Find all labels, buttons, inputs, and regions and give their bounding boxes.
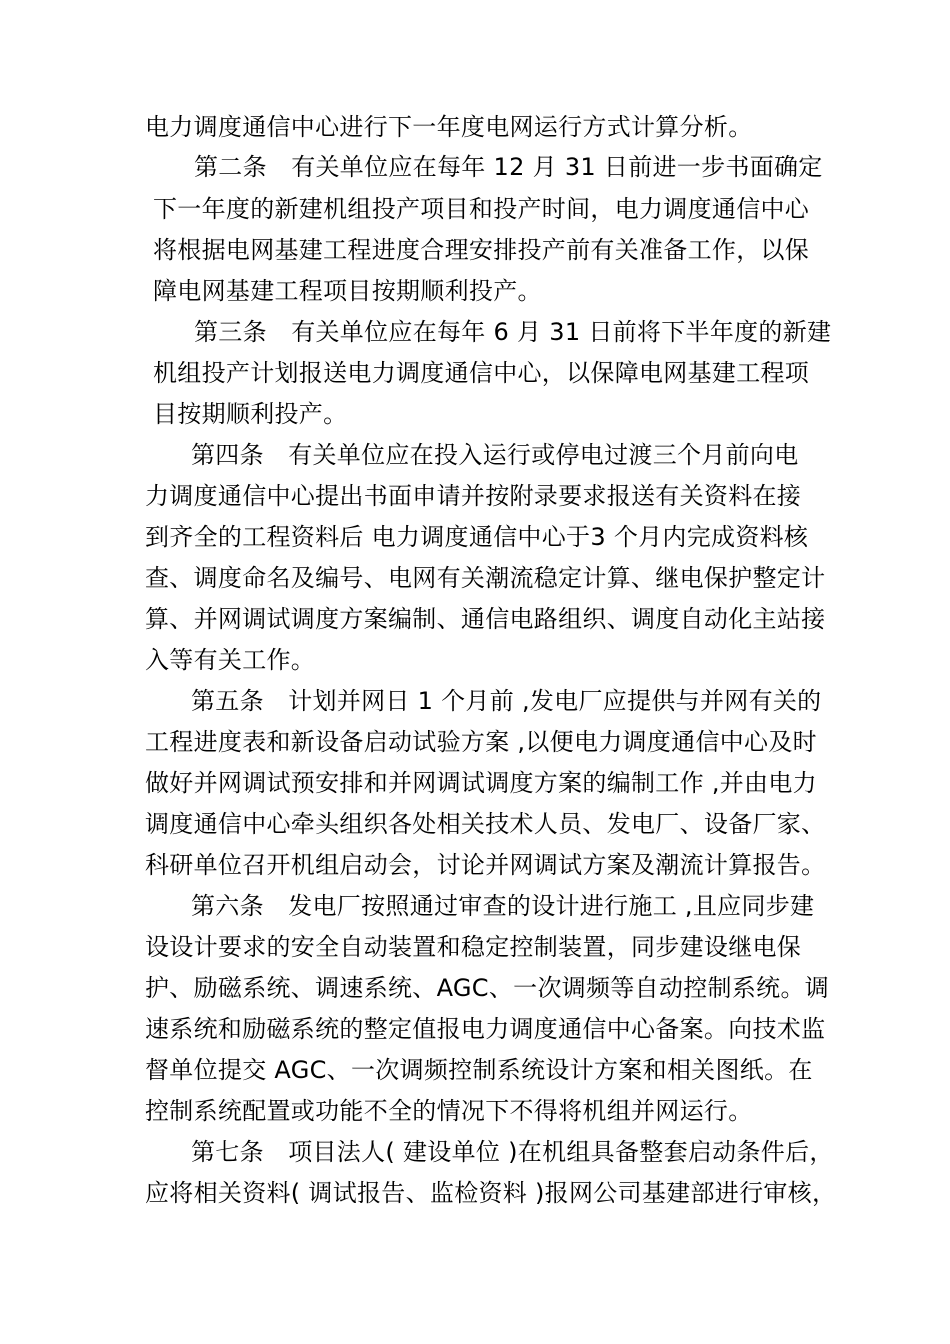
text-line-10: 力调度通信中心提出书面申请并按附录要求报送有关资料在接 — [145, 482, 802, 510]
text-line-21: 设设计要求的安全自动装置和稳定控制装置，同步建设继电保 — [145, 933, 802, 961]
text-line-15: 第五条 计划并网日 1 个月前 ,发电厂应提供与并网有关的 — [191, 687, 822, 715]
text-line-5: 障电网基建工程项目按期顺利投产。 — [153, 277, 542, 305]
text-line-19: 科研单位召开机组启动会，讨论并网调试方案及潮流计算报告。 — [145, 851, 826, 879]
text-line-8: 目按期顺利投产。 — [153, 400, 348, 428]
text-line-26: 第七条 项目法人( 建设单位 )在机组具备整套启动条件后， — [191, 1138, 834, 1166]
text-line-18: 调度通信中心牵头组织各处相关技术人员、发电厂、设备厂家、 — [145, 810, 826, 838]
text-line-12: 查、调度命名及编号、电网有关潮流稳定计算、继电保护整定计 — [145, 564, 826, 592]
text-line-25: 控制系统配置或功能不全的情况下不得将机组并网运行。 — [145, 1097, 753, 1125]
text-line-7: 机组投产计划报送电力调度通信中心，以保障电网基建工程项 — [153, 359, 810, 387]
text-line-2: 第二条 有关单位应在每年 12 月 31 日前进一步书面确定 — [194, 153, 823, 181]
text-line-24: 督单位提交 AGC、一次调频控制系统设计方案和相关图纸。在 — [145, 1056, 813, 1084]
text-line-9: 第四条 有关单位应在投入运行或停电过渡三个月前向电 — [191, 441, 799, 469]
text-line-16: 工程进度表和新设备启动试验方案 ,以便电力调度通信中心及时 — [145, 728, 817, 756]
text-line-14: 入等有关工作。 — [145, 646, 316, 674]
text-line-4: 将根据电网基建工程进度合理安排投产前有关准备工作，以保 — [153, 236, 810, 264]
text-line-1: 电力调度通信中心进行下一年度电网运行方式计算分析。 — [145, 113, 753, 141]
text-line-17: 做好并网调试预安排和并网调试调度方案的编制工作 ,并由电力 — [145, 769, 817, 797]
text-line-23: 速系统和励磁系统的整定值报电力调度通信中心备案。向技术监 — [145, 1015, 826, 1043]
text-line-13: 算、并网调试调度方案编制、通信电路组织、调度自动化主站接 — [145, 605, 826, 633]
text-line-3: 下一年度的新建机组投产项目和投产时间，电力调度通信中心 — [153, 195, 810, 223]
text-line-11: 到齐全的工程资料后 电力调度通信中心于3 个月内完成资料核 — [145, 523, 809, 551]
text-line-6: 第三条 有关单位应在每年 6 月 31 日前将下半年度的新建 — [194, 318, 832, 346]
text-line-22: 护、励磁系统、调速系统、AGC、一次调频等自动控制系统。调 — [145, 974, 830, 1002]
text-line-20: 第六条 发电厂按照通过审查的设计进行施工 ,且应同步建 — [191, 892, 815, 920]
text-line-27: 应将相关资料( 调试报告、监检资料 )报网公司基建部进行审核， — [145, 1179, 837, 1207]
